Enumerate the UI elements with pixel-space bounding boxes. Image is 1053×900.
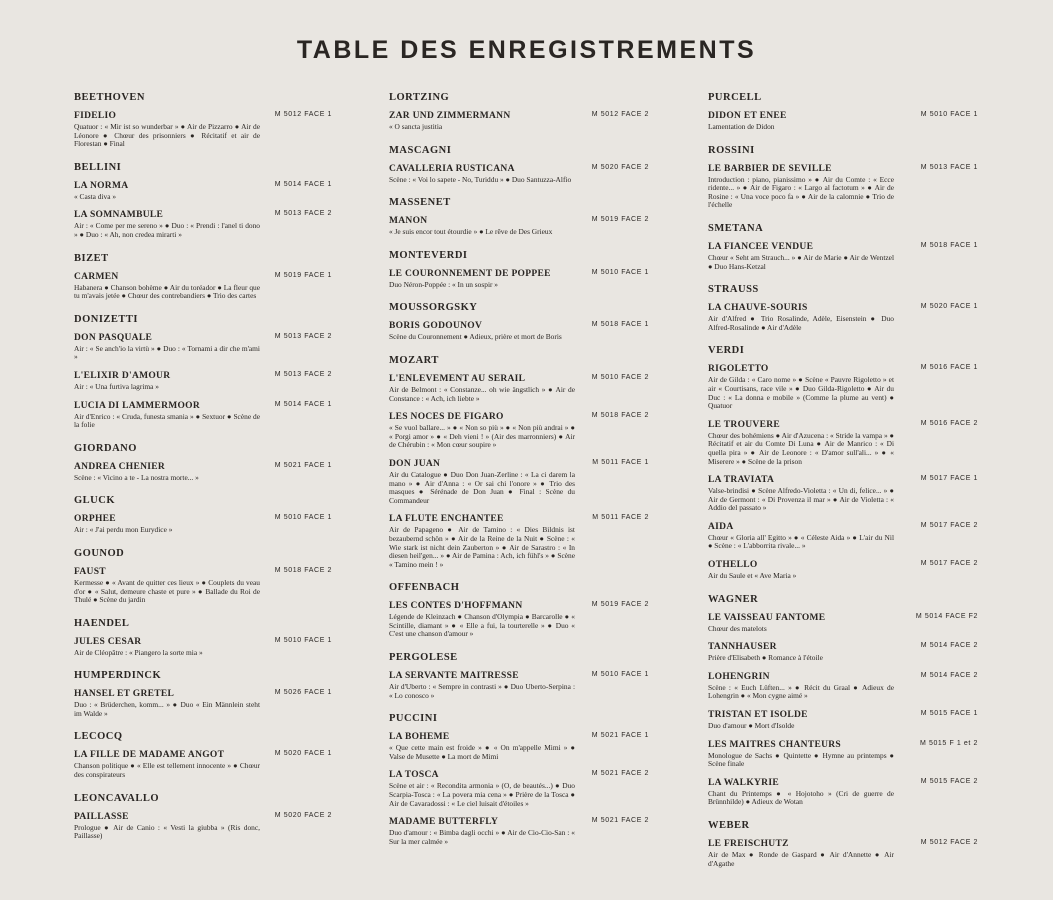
composer-heading: HAENDEL [74,617,130,629]
record-reference: M 5014 FACE 1 [274,400,332,408]
recording-entry [389,770,649,808]
composer-heading: LECOCQ [74,731,123,743]
column-left [74,92,332,850]
work-excerpts: Scène du Couronnement ● Adieux, prière et mort de Boris [389,332,562,342]
recording-entry [708,778,978,807]
record-reference: M 5011 FACE 1 [592,458,649,466]
composer-heading: LORTZING [389,92,450,103]
record-reference: M 5016 FACE 2 [920,419,978,427]
work-excerpts: « Je suis encor tout étourdie » ● Le rêve de Des Grieux [389,227,553,237]
work-title: FAUST [74,566,106,577]
work-title: LA TOSCA [389,770,439,781]
recording-entry [708,839,978,868]
work-title: LOHENGRIN [708,671,770,682]
recording-entry [708,164,978,210]
record-reference: M 5020 FACE 1 [920,303,978,311]
recording-entry [708,522,978,551]
work-title: LA SERVANTE MAITRESSE [389,671,519,682]
record-reference: M 5010 FACE 1 [591,671,649,679]
record-reference: M 5016 FACE 1 [920,364,978,372]
record-reference: M 5019 FACE 2 [591,216,649,224]
record-reference: M 5021 FACE 1 [274,461,332,469]
record-reference: M 5013 FACE 1 [920,163,978,171]
work-title: LE BARBIER DE SEVILLE [708,163,832,174]
composer-heading: WEBER [708,820,750,831]
work-title: AIDA [708,521,734,532]
record-reference: M 5014 FACE 2 [920,642,978,650]
work-title: LA FLUTE ENCHANTEE [389,514,504,525]
work-excerpts: Chœur des matelots [708,623,767,633]
work-excerpts: Duo : « Brüderchen, komm... » ● Duo « Ein Männlein steht im Walde » [74,700,260,718]
record-reference: M 5010 FACE 1 [274,636,332,644]
work-excerpts: Valse-brindisi ● Scène Alfredo-Violetta : « Un di, felice... » ● Air de Germont : « Di Provenza il mar » ● Air de Violetta : « Addio del passato » [708,486,894,513]
recording-entry [389,514,649,569]
record-reference: M 5026 FACE 1 [274,689,332,697]
record-reference: M 5017 FACE 2 [920,521,978,529]
record-reference: M 5015 F 1 et 2 [919,739,978,747]
record-reference: M 5019 FACE 1 [274,271,332,279]
record-reference: M 5010 FACE 1 [920,111,978,118]
composer-heading: BELLINI [74,161,122,173]
work-title: PAILLASSE [74,811,129,822]
recording-entry [708,613,978,634]
record-reference: M 5012 FACE 2 [591,111,649,118]
work-excerpts: Duo d'amour ● Mort d'Isolde [708,721,795,731]
work-excerpts: « Casta diva » [74,191,117,201]
work-title: DIDON ET ENEE [708,111,787,121]
recording-entry [74,210,332,239]
work-title: LE TROUVERE [708,419,781,430]
work-excerpts: Air de Gilda : « Caro nome » ● Scène « Pauvre Rigoletto » et air « Courtisans, race vile » ● Duo Gilda-Rigoletto ● Air du Duc : « La donna e mobile » (Comme la plume au vent) ● Quatuor [708,375,894,411]
record-reference: M 5020 FACE 2 [591,163,649,171]
work-excerpts: Introduction : piano, pianissimo » ● Air du Comte : « Ecce ridente... » ● Air de Figaro : « Largo al factotum » ● Air de Rosine : « Una voce poco fa » ● Air de la calomnie ● Trio de l'échelle [708,174,894,210]
record-reference: M 5021 FACE 2 [591,817,649,825]
work-excerpts: Scène : « Euch Lüften... » ● Récit du Graal ● Adieux de Lohengrin ● « Mon cygne aimé » [708,682,894,701]
work-excerpts: Scène et air : « Recondita armonia » (O, de beautés...) ● Duo Scarpia-Tosca : « La povera mia cena » ● Prière de la Tosca ● Air de Cavaradossi : « Le ciel luisait d'étoiles » [389,781,575,808]
work-title: RIGOLETTO [708,364,769,375]
work-title: ANDREA CHENIER [74,461,166,472]
record-reference: M 5013 FACE 2 [274,332,332,340]
recording-entry [389,459,649,505]
recording-entry [708,303,978,332]
work-title: MADAME BUTTERFLY [389,817,499,828]
work-title: DON JUAN [389,458,441,469]
recording-entry [389,321,649,342]
record-reference: M 5012 FACE 2 [920,839,978,846]
work-excerpts: Air de Belmont : « Constanze... oh wie ängstlich » ● Air de Constance : « Ach, ich liebte » [389,384,575,403]
recording-entry [708,560,978,581]
work-excerpts: Kermesse ● « Avant de quitter ces lieux » ● Couplets du veau d'or ● « Salut, demeure chaste et pure » ● Ballade du Roi de Thulé ● Scène du jardin [74,577,260,605]
record-reference: M 5010 FACE 1 [591,268,649,276]
record-reference: M 5020 FACE 2 [274,811,332,819]
recording-entry [389,269,649,290]
composer-heading: LEONCAVALLO [74,792,160,804]
work-excerpts: Scène : « Vicino a te - La nostra morte... » [74,472,199,482]
work-title: LA WALKYRIE [708,777,779,788]
composer-heading: VERDI [708,345,745,357]
record-reference: M 5018 FACE 1 [591,321,649,329]
recording-entry [74,111,332,149]
work-title: LES MAITRES CHANTEURS [708,739,841,750]
recording-entry [74,812,332,841]
record-reference: M 5021 FACE 2 [591,770,649,778]
record-reference: M 5012 FACE 1 [274,111,332,118]
recording-entry [74,333,332,362]
composer-heading: PURCELL [708,92,762,103]
work-title: L'ENLEVEMENT AU SERAIL [389,373,526,384]
work-title: TANNHAUSER [708,642,777,653]
recording-entry [389,732,649,761]
recording-entry [74,371,332,392]
composer-heading: STRAUSS [708,284,759,296]
recording-entry [74,637,332,658]
work-excerpts: Quatuor : « Mir ist so wunderbar » ● Air de Pizzarro ● Air de Léonore ● Chœur des prisonniers ● Récitatif et air de Florestan ● Final [74,122,260,149]
recording-entry [74,567,332,605]
work-title: HANSEL ET GRETEL [74,689,175,700]
work-excerpts: Air : « Se anch'io la virtù » ● Duo : « Tornami a dir che m'ami » [74,343,260,362]
composer-heading: GIORDANO [74,442,137,454]
record-reference: M 5014 FACE 1 [274,180,332,188]
composer-heading: BEETHOVEN [74,92,146,103]
work-title: LA CHAUVE-SOURIS [708,303,808,314]
work-title: LE COURONNEMENT DE POPPEE [389,268,551,279]
composer-heading: BIZET [74,252,109,264]
composer-heading: GLUCK [74,495,116,507]
composer-heading: MONTEVERDI [389,249,468,261]
recording-entry [708,672,978,701]
work-title: LE VAISSEAU FANTOME [708,612,826,623]
record-reference: M 5018 FACE 2 [274,566,332,574]
recording-entry [389,817,649,846]
work-title: LA SOMNAMBULE [74,210,164,221]
composer-heading: GOUNOD [74,547,125,559]
work-excerpts: Duo Néron-Poppée : « In un sospir » [389,279,498,289]
work-excerpts: Air : « Come per me sereno » ● Duo : « Prendi : l'anel ti dono » ● Duo : « Ah, non credea mirarti » [74,221,260,239]
work-excerpts: Légende de Kleinzach ● Chanson d'Olympia ● Barcarolle ● « Scintille, diamant » ● « Elle a fui, la tourterelle » ● Duo « C'est une chanson d'amour » [389,612,575,639]
work-excerpts: « Que cette main est froide » ● « On m'appelle Mimi » ● Valse de Musette ● La mort de Mimi [389,743,575,761]
recording-entry [708,740,978,769]
work-excerpts: Duo d'amour : « Bimba dagli occhi » ● Air de Cio-Cio-San : « Sur la mer calmée » [389,828,575,846]
work-title: JULES CESAR [74,636,142,647]
record-reference: M 5013 FACE 2 [274,370,332,378]
work-title: LES NOCES DE FIGARO [389,412,504,423]
recording-entry [389,374,649,403]
record-reference: M 5014 FACE 2 [920,671,978,679]
record-reference: M 5010 FACE 2 [591,373,649,381]
work-excerpts: Scène : « Voi lo sapete - No, Turiddu » ● Duo Santuzza-Alfio [389,174,572,184]
composer-heading: PUCCINI [389,713,438,725]
record-reference: M 5021 FACE 1 [591,732,649,740]
composer-heading: MASCAGNI [389,144,452,156]
work-title: MANON [389,216,428,227]
recording-entry [74,514,332,535]
page-title: TABLE DES ENREGISTREMENTS [296,36,757,64]
recording-entry [74,181,332,202]
recording-entry [74,272,332,301]
work-excerpts: Habanera ● Chanson bohème ● Air du toréador ● La fleur que tu m'avais jetée ● Chœur des contrebandiers ● Trio des cartes [74,282,260,301]
work-excerpts: Chanson politique ● « Elle est tellement innocente » ● Chœur des conspirateurs [74,761,260,780]
recording-entry [74,462,332,483]
recording-entry [708,420,978,466]
composer-heading: SMETANA [708,222,764,234]
record-reference: M 5013 FACE 2 [274,210,332,218]
column-right [708,92,978,877]
work-title: LA BOHEME [389,732,450,743]
work-title: CAVALLERIA RUSTICANA [389,163,515,174]
composer-heading: OFFENBACH [389,582,460,594]
recording-entry [389,164,649,185]
composer-heading: ROSSINI [708,144,755,156]
recording-entry [389,412,649,450]
recording-entry [708,475,978,513]
record-reference: M 5015 FACE 1 [920,710,978,718]
composer-heading: PERGOLESE [389,652,458,664]
work-title: LA FIANCEE VENDUE [708,241,814,252]
recording-entry [389,216,649,237]
work-excerpts: Prologue ● Air de Canio : « Vesti la giubba » (Ris donc, Paillasse) [74,822,260,841]
work-excerpts: Chant du Printemps ● « Hojotoho » (Cri de guerre de Brünnhilde) ● Adieux de Wotan [708,788,894,807]
record-reference: M 5018 FACE 1 [920,241,978,249]
work-title: ZAR UND ZIMMERMANN [389,111,511,121]
record-reference: M 5017 FACE 1 [920,475,978,483]
work-title: TRISTAN ET ISOLDE [708,710,808,721]
work-title: LUCIA DI LAMMERMOOR [74,400,201,411]
record-reference: M 5020 FACE 1 [274,750,332,758]
recording-entry [389,671,649,700]
recording-entry [708,242,978,271]
work-title: ORPHEE [74,514,116,525]
work-excerpts: Air de Max ● Ronde de Gaspard ● Air d'Annette ● Air d'Agathe [708,850,894,868]
composer-heading: MOUSSORGSKY [389,302,478,314]
work-excerpts: Air d'Enrico : « Cruda, funesta smania » ● Sextuor ● Scène de la folie [74,411,260,430]
composer-heading: DONIZETTI [74,313,139,325]
record-reference: M 5019 FACE 2 [591,601,649,609]
recording-entry [74,689,332,718]
work-excerpts: Chœur « Gloria all' Egitto » ● « Céleste Aida » ● L'air du Nil ● Scène : « L'abborrita rivale... » [708,532,894,551]
recording-entry [389,601,649,639]
record-reference: M 5014 FACE F2 [915,612,978,620]
work-title: LA NORMA [74,180,129,191]
recording-entry [74,401,332,430]
work-excerpts: Chœur « Seht am Strauch... » ● Air de Marie ● Air de Wentzel ● Duo Hans-Ketzal [708,252,894,271]
work-title: LE FREISCHUTZ [708,839,789,849]
recording-entry [708,111,978,132]
work-excerpts: Air : « Una furtiva lagrima » [74,381,159,391]
work-excerpts: « Se vuol ballare... » ● « Non so più » ● « Non più andrai » ● « Porgi amor » ● « Deh vieni ! » (Air des marronniers) ● Air de Chérubin : « Mon cœur soupire » [389,423,575,450]
composer-heading: MASSENET [389,197,451,209]
work-excerpts: Air de Papageno ● Air de Tamino : « Dies Bildnis ist bezaubernd schön » ● Air de la Reine de la Nuit ● Scène : « Wie stark ist nicht dein Zauberton » ● Air de Sarastro : « In diesen heil'gen... » ● Air de Pamina : Ach, ich fühl's » ● Scène « Tamino mein ! » [389,525,575,569]
work-title: DON PASQUALE [74,332,153,343]
record-reference: M 5017 FACE 2 [920,560,978,568]
column-middle [389,92,649,855]
work-excerpts: Lamentation de Didon [708,122,775,131]
record-reference: M 5011 FACE 2 [592,514,649,522]
recording-entry [74,750,332,779]
recording-entry [708,364,978,410]
work-title: LA FILLE DE MADAME ANGOT [74,750,225,761]
recording-entry [389,111,649,132]
work-excerpts: Prière d'Elisabeth ● Romance à l'étoile [708,653,823,663]
work-excerpts: Chœur des bohémiens ● Air d'Azucena : « Stride la vampa » ● Récitatif et air du Comte Di Luna ● Air de Manrico : « Di quella pira » ● Air de Leonore : « D'amor sull'ali... » ● « Miserere » ● Scène de la prison [708,430,894,466]
work-title: CARMEN [74,271,119,282]
work-excerpts: Air d'Uberto : « Sempre in contrasti » ● Duo Uberto-Serpina : « Lo conosco » [389,682,575,700]
work-title: LES CONTES D'HOFFMANN [389,601,523,612]
work-excerpts: Monologue de Sachs ● Quintette ● Hymne au printemps ● Scène finale [708,750,894,769]
work-title: FIDELIO [74,111,117,121]
record-reference: M 5015 FACE 2 [920,777,978,785]
work-excerpts: Air du Catalogue ● Duo Don Juan-Zerline : « La ci darem la mano » ● Air d'Anna : « Or sai chi l'onore » ● Trio des masques ● Sérénade de Don Juan ● Final : Scène du Commandeur [389,469,575,505]
record-reference: M 5018 FACE 2 [591,412,649,420]
composer-heading: HUMPERDINCK [74,670,162,682]
recording-entry [708,642,978,663]
work-title: BORIS GODOUNOV [389,321,483,332]
work-excerpts: Air de Cléopâtre : « Piangero la sorte mia » [74,647,203,657]
work-excerpts: Air d'Alfred ● Trio Rosalinde, Adèle, Eisenstein ● Duo Alfred-Rosalinde ● Air d'Adèle [708,314,894,332]
work-title: LA TRAVIATA [708,475,775,486]
work-title: OTHELLO [708,560,758,571]
work-excerpts: « O sancta justitia [389,122,443,131]
composer-heading: WAGNER [708,593,759,605]
record-reference: M 5010 FACE 1 [274,514,332,522]
work-excerpts: Air : « J'ai perdu mon Eurydice » [74,525,173,535]
work-excerpts: Air du Saule et « Ave Maria » [708,571,797,581]
recording-entry [708,710,978,731]
work-title: L'ELIXIR D'AMOUR [74,370,171,381]
composer-heading: MOZART [389,354,439,366]
